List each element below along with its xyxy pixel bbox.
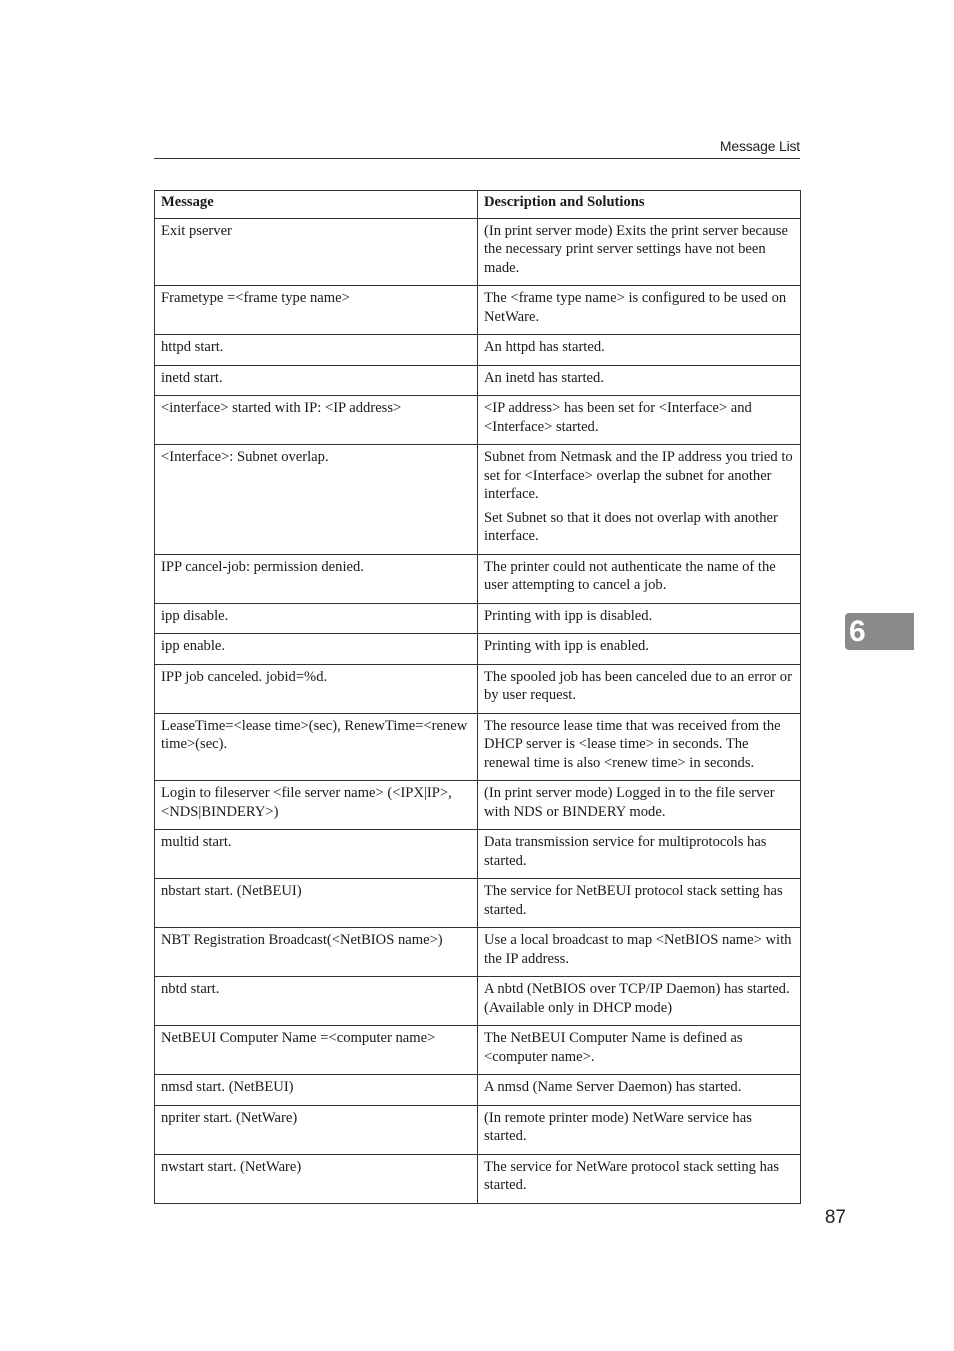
- description-cell: [478, 928, 801, 977]
- message-cell: IPP cancel-job: permission denied.: [155, 554, 478, 603]
- message-cell: nbstart start. (NetBEUI): [155, 879, 478, 928]
- table-row: [155, 781, 801, 830]
- description-paragraph: The service for NetWare protocol stack setting has started.: [484, 1158, 780, 1193]
- column-header-message: Message: [155, 191, 478, 219]
- message-cell: multid start.: [155, 830, 478, 879]
- description-cell: [478, 1026, 801, 1075]
- table-row: [155, 445, 801, 555]
- description-cell: [478, 634, 801, 665]
- description-paragraph: The resource lease time that was received from the DHCP server is <lease time> in seconds. The renewal time is also <renew time> in seconds.: [484, 717, 781, 771]
- description-cell: [478, 1075, 801, 1106]
- description-cell: [478, 335, 801, 366]
- description-cell: [478, 879, 801, 928]
- table-row: [155, 1154, 801, 1203]
- description-cell: [478, 977, 801, 1026]
- message-cell: LeaseTime=<lease time>(sec), RenewTime=<renew time>(sec).: [155, 713, 478, 781]
- page-number: 87: [824, 1207, 846, 1228]
- description-cell: [478, 664, 801, 713]
- description-cell: [478, 1105, 801, 1154]
- message-cell: <Interface>: Subnet overlap.: [155, 445, 478, 555]
- table-row: [155, 603, 801, 634]
- table-header-row: [155, 191, 801, 219]
- message-cell: ipp disable.: [155, 603, 478, 634]
- description-paragraph: Set Subnet so that it does not overlap with another interface.: [484, 509, 778, 544]
- description-paragraph: Use a local broadcast to map <NetBIOS name> with the IP address.: [484, 932, 792, 967]
- message-cell: npriter start. (NetWare): [155, 1105, 478, 1154]
- description-cell: [478, 365, 801, 396]
- description-cell: [478, 1154, 801, 1203]
- description-paragraph: Printing with ipp is enabled.: [484, 638, 649, 654]
- message-cell: IPP job canceled. jobid=%d.: [155, 664, 478, 713]
- table-row: [155, 830, 801, 879]
- description-paragraph: The <frame type name> is configured to be used on NetWare.: [484, 290, 787, 325]
- description-paragraph: (In remote printer mode) NetWare service has started.: [484, 1109, 752, 1144]
- description-paragraph: An httpd has started.: [484, 339, 605, 355]
- message-table: [154, 190, 801, 1204]
- description-paragraph: The printer could not authenticate the name of the user attempting to cancel a job.: [484, 558, 776, 593]
- description-cell: [478, 218, 801, 286]
- header-rule: [154, 158, 800, 159]
- description-paragraph: Printing with ipp is disabled.: [484, 607, 653, 624]
- description-cell: [478, 603, 801, 634]
- message-cell: Exit pserver: [155, 218, 478, 286]
- message-cell: httpd start.: [155, 335, 478, 366]
- message-cell: ipp enable.: [155, 634, 478, 665]
- description-paragraph: <IP address> has been set for <Interface> and <Interface> started.: [484, 400, 752, 435]
- message-cell: Frametype =<frame type name>: [155, 286, 478, 335]
- table-row: [155, 554, 801, 603]
- description-cell: [478, 830, 801, 879]
- table-row: [155, 977, 801, 1026]
- table-row: [155, 1026, 801, 1075]
- description-cell: [478, 286, 801, 335]
- description-paragraph: The spooled job has been canceled due to an error or by user request.: [484, 668, 792, 703]
- message-cell: inetd start.: [155, 365, 478, 396]
- table-row: [155, 713, 801, 781]
- description-paragraph: An inetd has started.: [484, 369, 604, 386]
- description-cell: [478, 781, 801, 830]
- table-row: [155, 634, 801, 665]
- description-cell: [478, 554, 801, 603]
- description-paragraph: (In print server mode) Exits the print server because the necessary print server settings have not been made.: [484, 222, 788, 276]
- description-cell: [478, 445, 801, 555]
- table-row: [155, 335, 801, 366]
- running-header: Message List: [719, 138, 800, 154]
- description-cell: [478, 713, 801, 781]
- description-paragraph: The service for NetBEUI protocol stack setting has started.: [484, 883, 783, 918]
- message-cell: nmsd start. (NetBEUI): [155, 1075, 478, 1106]
- table-body: [155, 218, 801, 1203]
- table-row: [155, 879, 801, 928]
- message-cell: Login to fileserver <file server name> (<IPX|IP>,<NDS|BINDERY>): [155, 781, 478, 830]
- table-row: [155, 1075, 801, 1106]
- chapter-tab: 6: [845, 613, 914, 650]
- message-cell: nwstart start. (NetWare): [155, 1154, 478, 1203]
- description-paragraph: (In print server mode) Logged in to the file server with NDS or BINDERY mode.: [484, 785, 775, 820]
- description-paragraph: A nbtd (NetBIOS over TCP/IP Daemon) has started. (Available only in DHCP mode): [484, 981, 790, 1016]
- table-row: [155, 664, 801, 713]
- description-paragraph: Data transmission service for multiprotocols has started.: [484, 834, 767, 869]
- message-cell: NBT Registration Broadcast(<NetBIOS name>): [155, 928, 478, 977]
- table-row: [155, 1105, 801, 1154]
- description-cell: [478, 396, 801, 445]
- description-paragraph: A nmsd (Name Server Daemon) has started.: [484, 1079, 742, 1095]
- table-row: [155, 928, 801, 977]
- table-row: [155, 286, 801, 335]
- table-row: [155, 218, 801, 286]
- description-paragraph: The NetBEUI Computer Name is defined as <computer name>.: [484, 1030, 743, 1065]
- description-paragraph: Subnet from Netmask and the IP address you tried to set for <Interface> overlap the subnet for another interface.: [484, 449, 793, 502]
- message-cell: <interface> started with IP: <IP address>: [155, 396, 478, 445]
- table-row: [155, 396, 801, 445]
- message-cell: NetBEUI Computer Name =<computer name>: [155, 1026, 478, 1075]
- column-header-description: Description and Solutions: [478, 191, 801, 219]
- table-row: [155, 365, 801, 396]
- message-cell: nbtd start.: [155, 977, 478, 1026]
